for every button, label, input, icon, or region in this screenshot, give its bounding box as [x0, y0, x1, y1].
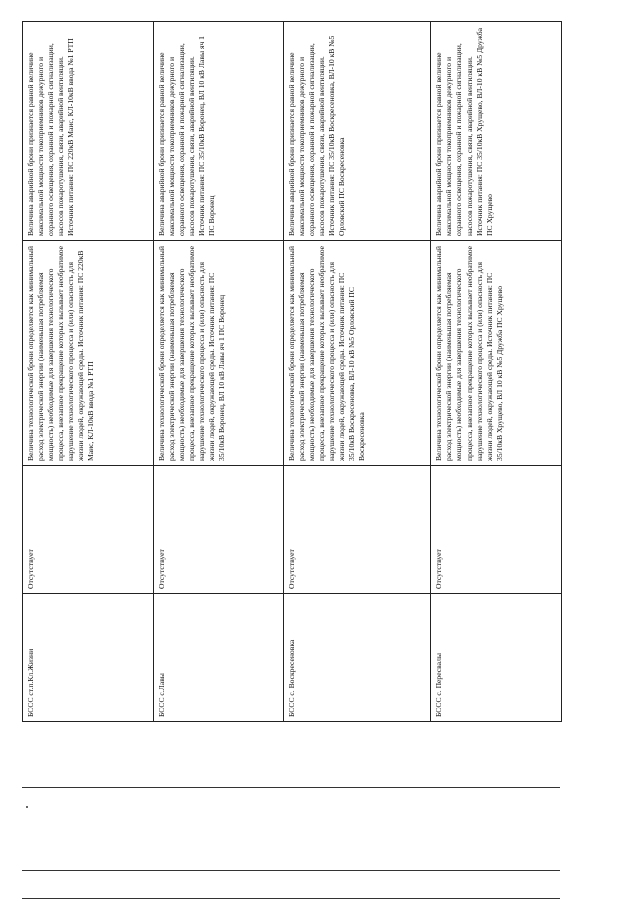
technological-reserve-cell: Величина технологической брони определяется как минимальный расход электрической энергии (наименьшая потребляемая мощность) необходимые для завершения технологического процесса, внезапное прекращение которых вызывает необратимое нарушение технологического процесса и (или) опасность для жизни людей, окружающей среды. Источник питания: ПС 35/10кВ Воронец, ВЛ 10 кВ Лавы яч 1 ПС Воронец: [153, 241, 284, 466]
emergency-reserve-cell: Величина аварийной брони признается равной величине максимальной мощности токоприемников дежурного и охранного освещения, охранной и пожарной сигнализации, насосов пожаротушения, связи, аварийной вентиляции. Источник питания: ПС 35/10кВ Хрущево, ВЛ-10 кВ №5 Дружба ПС Хрущево: [431, 22, 562, 241]
reserve-status-cell: Отсутствует: [153, 466, 284, 594]
table-row: [284, 22, 431, 722]
reserve-status-cell: Отсутствует: [431, 466, 562, 594]
technological-reserve-cell: Величина технологической брони определяется как минимальный расход электрической энергии (наименьшая потребляемая мощность) необходимые для завершения технологического процесса, внезапное прекращение которых вызывает необратимое нарушение технологического процесса и (или) опасность для жизни людей, окружающей среды. Источник питания: ПС 220кВ Маис, КЛ-10кВ ввода №1 РТП: [23, 241, 154, 466]
divider-line: [22, 787, 560, 788]
technological-reserve-cell: Величина технологической брони определяется как минимальный расход электрической энергии (наименьшая потребляемая мощность) необходимые для завершения технологического процесса, внезапное прекращение которых вызывает необратимое нарушение технологического процесса и (или) опасность для жизни людей, окружающей среды. Источник питания: ПС 35/10кВ Воскресеновка, ВЛ-10 кВ №5 Орловский ПС Воскресеновка: [284, 241, 431, 466]
rotated-table-region: [22, 22, 562, 722]
technological-reserve-cell: Величина технологической брони определяется как минимальный расход электрической энергии (наименьшая потребляемая мощность) необходимые для завершения технологического процесса, внезапное прекращение которых вызывает необратимое нарушение технологического процесса и (или) опасность для жизни людей, окружающей среды. Источник питания: ПС 35/10кВ Хрущево, ВЛ 10 кВ №5 Дружба ПС Хрущево: [431, 241, 562, 466]
table-row: [431, 22, 562, 722]
emergency-reserve-cell: Величина аварийной брони признается равной величине максимальной мощности токоприемников дежурного и охранного освещения, охранной и пожарной сигнализации, насосов пожаротушения, связи, аварийной вентиляции. Источник питания: ПС 220кВ Маис, КЛ-10кВ ввода №1 РТП: [23, 22, 154, 241]
reserve-status-cell: Отсутствует: [23, 466, 154, 594]
reserve-table: [22, 21, 562, 722]
object-name-cell: БССС с. Пересвалы: [431, 594, 562, 722]
scan-speck: [26, 806, 28, 808]
object-name-cell: БССС ст.п.Кл.Жизни: [23, 594, 154, 722]
object-name-cell: БССС с.Лавы: [153, 594, 284, 722]
reserve-status-cell: Отсутствует: [284, 466, 431, 594]
table-row: [23, 22, 154, 722]
emergency-reserve-cell: Величина аварийной брони признается равной величине максимальной мощности токоприемников дежурного и охранного освещения, охранной и пожарной сигнализации, насосов пожаротушения, связи, аварийной вентиляции. Источник питания: ПС 35/10кВ Воскресеновка, ВЛ-10 кВ №5 Орловский ПС Воскресеновка: [284, 22, 431, 241]
divider-line: [22, 870, 560, 871]
object-name-cell: БССС с. Воскресеновка: [284, 594, 431, 722]
emergency-reserve-cell: Величина аварийной брони признается равной величине максимальной мощности токоприемников дежурного и охранного освещения, охранной и пожарной сигнализации, насосов пожаротушения, связи, аварийной вентиляции. Источник питания: ПС 35/10кВ Воронец, ВЛ 10 кВ Лавы яч 1 ПС Воронец: [153, 22, 284, 241]
table-row: [153, 22, 284, 722]
divider-line: [22, 898, 560, 899]
